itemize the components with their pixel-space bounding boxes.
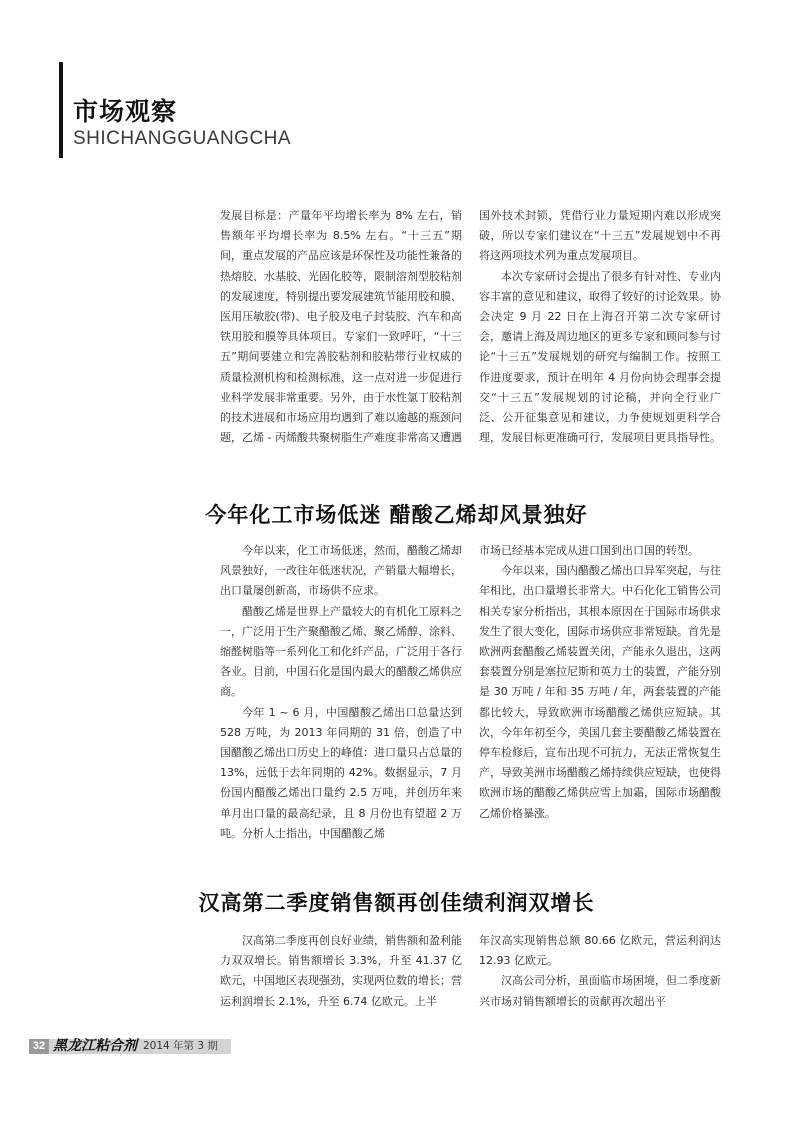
paragraph: 今年以来，化工市场低迷，然而，醋酸乙烯却风景独好，一改往年低迷状况，产销量大幅增长，出口量屡创新高，市场供不应求。 bbox=[220, 544, 462, 598]
article-3-right-column bbox=[479, 931, 721, 1012]
article-2-left-column bbox=[220, 541, 462, 844]
article-2-headline: 今年化工市场低迷 醋酸乙烯却风景独好 bbox=[205, 503, 588, 527]
section-subtitle: SHICHANGGUANGCHA bbox=[73, 128, 292, 149]
paragraph: 发展目标是：产量年平均增长率为 8% 左右，销售额年平均增长率为 8.5% 左右。“十三五”期间，重点发展的产品应该是环保性及功能性兼备的热熔胶、水基胶、光固化胶等，限制溶剂型胶粘剂的发展速度，特别提出要发展建筑节能用胶和膜、医用压敏胶(带)、电子胶及电子封装胶、汽车和高铁用胶和膜等具体项目。专家们一致呼吁，“十三五”期间要建立和完善胶粘剂和胶粘带行业权威的质量检测机构和检测标准，这一点对进一步促进行业科学发展非常重要。另外，由于水性氯丁胶粘剂的技术进展和市场应用均遇到了难以逾越的瓶颈问题，乙烯 - 丙烯酸共聚树脂生产难度非常高又遭遇 bbox=[220, 209, 462, 445]
paragraph: 今年 1 ~ 6 月，中国醋酸乙烯出口总量达到 528 万吨，为 2013 年同期的 31 倍，创造了中国醋酸乙烯出口历史上的峰值：进口量只占总量的 13%，远低于去年同期的 42%。数据显示，7 月份国内醋酸乙烯出口量约 2.5 万吨，并创历年来单月出口量的最高纪录，且 8 月份也有望超 2 万吨。分析人士指出，中国醋酸乙烯 bbox=[220, 705, 462, 840]
page-footer bbox=[29, 1039, 231, 1054]
article-3-headline: 汉高第二季度销售额再创佳绩利润双增长 bbox=[198, 891, 595, 915]
article-1-left-column bbox=[220, 206, 462, 448]
paragraph: 汉高公司分析，虽面临市场困境，但二季度新兴市场对销售额增长的贡献再次超出平 bbox=[479, 974, 721, 1008]
article-1-right-column bbox=[479, 206, 721, 448]
paragraph: 汉高第二季度再创良好业绩，销售额和盈利能力双双增长。销售额增长 3.3%，升至 41.37 亿欧元，中国地区表现强劲，实现两位数的增长；营运利润增长 2.1%，升至 6.74 亿欧元。上半 bbox=[220, 934, 462, 1008]
page-number: 32 bbox=[29, 1039, 49, 1054]
article-2-right-column bbox=[479, 541, 721, 824]
paragraph: 今年以来，国内醋酸乙烯出口异军突起，与往年相比，出口量增长非常大。中石化化工销售公司相关专家分析指出，其根本原因在于国际市场供求发生了很大变化，国际市场供应非常短缺。首先是欧洲两套醋酸乙烯装置关闭，产能永久退出，这两套装置分别是塞拉尼斯和英力士的装置，产能分别是 30 万吨 / 年和 35 万吨 / 年，两套装置的产能都比较大，导致欧洲市场醋酸乙烯供应短缺。其次，今年年初至今，美国几套主要醋酸乙烯装置在停车检修后，宣布出现不可抗力，无法正常恢复生产，导致美洲市场醋酸乙烯持续供应短缺，也使得欧洲市场的醋酸乙烯供应雪上加霜，国际市场醋酸乙烯价格暴涨。 bbox=[479, 564, 721, 820]
paragraph: 国外技术封锁，凭借行业力量短期内难以形成突破，所以专家们建议在“十三五”发展规划中不再将这两项技术列为重点发展项目。 bbox=[479, 209, 721, 263]
paragraph: 年汉高实现销售总额 80.66 亿欧元，营运利润达 12.93 亿欧元。 bbox=[479, 934, 721, 968]
magazine-logo: 黑龙江粘合剂 bbox=[53, 1038, 137, 1054]
paragraph: 市场已经基本完成从进口国到出口国的转型。 bbox=[479, 544, 699, 557]
issue-label: 2014 年第 3 期 bbox=[143, 1040, 218, 1052]
section-title: 市场观察 bbox=[73, 97, 178, 126]
article-3-left-column bbox=[220, 931, 462, 1012]
paragraph: 醋酸乙烯是世界上产量较大的有机化工原料之一，广泛用于生产聚醋酸乙烯、聚乙烯醇、涂料、缩醛树脂等一系列化工和化纤产品，广泛用于各行各业。目前，中国石化是国内最大的醋酸乙烯供应商。 bbox=[220, 604, 462, 699]
paragraph: 本次专家研讨会提出了很多有针对性、专业内容丰富的意见和建议，取得了较好的讨论效果。协会决定 9 月 22 日在上海召开第二次专家研讨会，邀请上海及周边地区的更多专家和顾问参与讨论“十三五”发展规划的研究与编制工作。按照工作进度要求，预计在明年 4 月份向协会理事会提交“十三五”发展规划的讨论稿，并向全行业广泛、公开征集意见和建议，力争使规划更科学合理，发展目标更准确可行，发展项目更具指导性。 bbox=[479, 269, 721, 445]
section-accent-bar bbox=[59, 62, 63, 158]
